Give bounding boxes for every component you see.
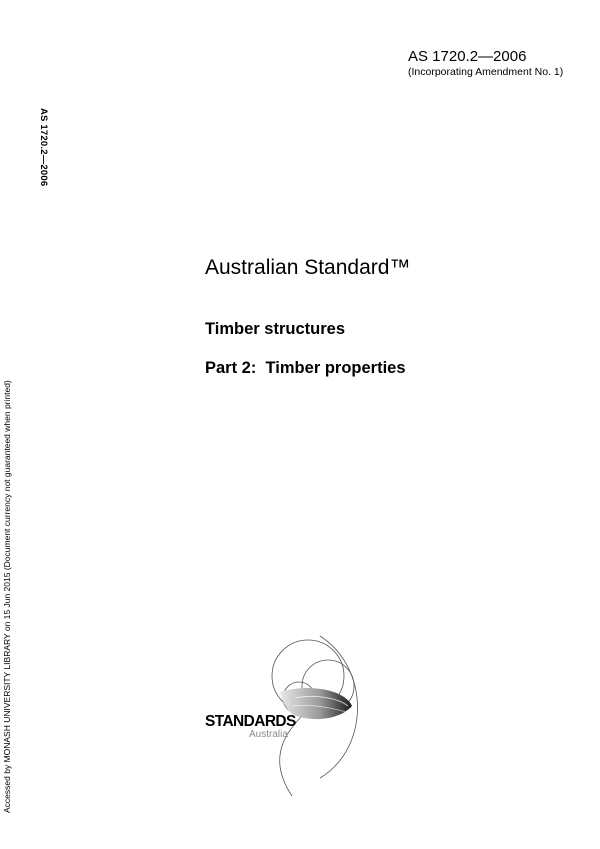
document-heading: Australian Standard™ [205,256,411,279]
document-subtitle: Part 2: Timber properties [205,359,406,377]
logo-wordmark: STANDARDS [205,713,296,730]
standard-number: AS 1720.2—2006 [408,48,527,65]
access-note: Accessed by MONASH UNIVERSITY LIBRARY on 15 Jun 2015 (Document currency not guaranteed when printed) [2,380,12,813]
document-title: Timber structures [205,320,345,338]
side-standard-code: AS 1720.2—2006 [38,108,49,187]
amendment-note: (Incorporating Amendment No. 1) [408,66,564,78]
logo-subtext: Australia [249,729,288,740]
standards-australia-logo [200,628,380,808]
